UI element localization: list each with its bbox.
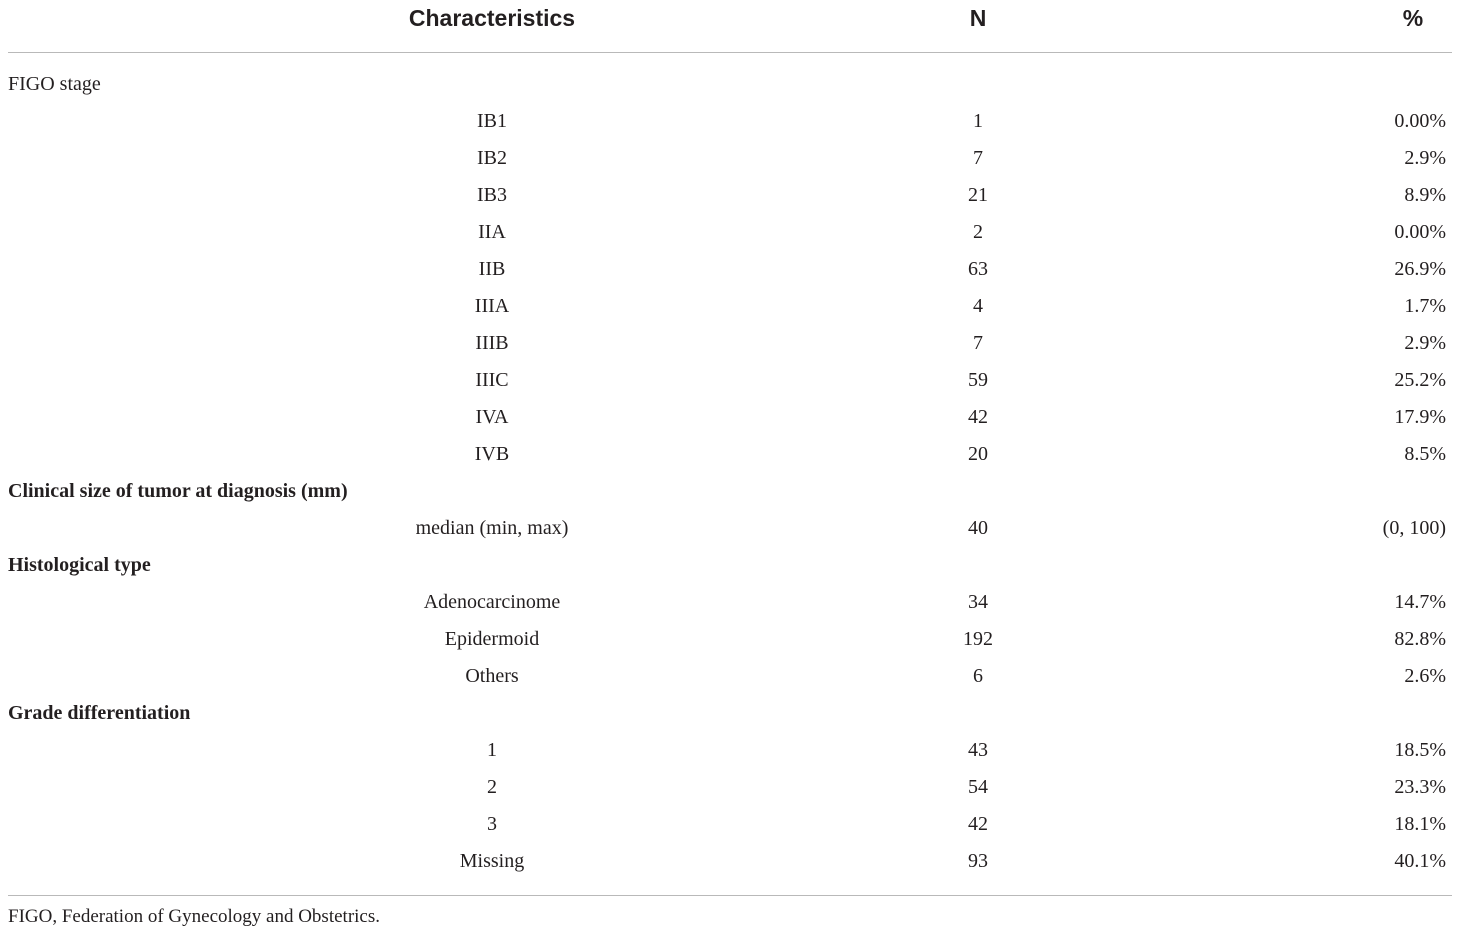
row-n: 7 [973,147,983,169]
table-header [8,0,1452,53]
row-n: 93 [968,850,988,872]
row-label: IIIC [475,369,509,391]
table-body [8,66,1452,880]
table-row [8,769,1452,806]
row-label: IVB [474,443,510,465]
row-n: 21 [968,184,988,206]
row-percent: 2.9% [1404,147,1446,169]
row-label: 1 [487,739,497,761]
row-n: 54 [968,776,988,798]
section-title: Grade differentiation [8,702,191,724]
row-percent: (0, 100) [1382,517,1446,539]
row-label: IIA [478,221,506,243]
row-n: 42 [968,813,988,835]
table-row [8,806,1452,843]
row-n: 7 [973,332,983,354]
row-label: IB2 [477,147,507,169]
row-percent: 8.9% [1404,184,1446,206]
table-row [8,658,1452,695]
row-label: median (min, max) [415,517,569,539]
table-row [8,510,1452,547]
table-row [8,584,1452,621]
table-row [8,251,1452,288]
table-row [8,843,1452,880]
row-percent: 18.5% [1394,739,1446,761]
row-label: Adenocarcinome [423,591,561,613]
header-characteristics: Characteristics [408,5,576,31]
row-percent: 18.1% [1394,813,1446,835]
row-label: IIB [478,258,506,280]
row-percent: 8.5% [1404,443,1446,465]
header-n: N [969,5,987,31]
row-label: IIIB [475,332,509,354]
table-row [8,732,1452,769]
row-n: 63 [968,258,988,280]
row-label: IB1 [477,110,507,132]
row-label: 2 [487,776,497,798]
row-label: Others [465,665,519,687]
table-bottom-rule [8,895,1452,896]
row-n: 192 [963,628,993,650]
row-percent: 2.9% [1404,332,1446,354]
row-percent: 2.6% [1404,665,1446,687]
row-percent: 23.3% [1394,776,1446,798]
row-n: 2 [973,221,983,243]
section-title: Histological type [8,554,151,576]
section-grade-differentiation [8,695,1452,732]
row-percent: 40.1% [1394,850,1446,872]
row-percent: 26.9% [1394,258,1446,280]
row-label: IVA [475,406,509,428]
row-n: 1 [973,110,983,132]
section-title: Clinical size of tumor at diagnosis (mm) [8,480,348,502]
row-n: 43 [968,739,988,761]
table-row [8,436,1452,473]
table-row [8,140,1452,177]
table-row [8,362,1452,399]
row-n: 42 [968,406,988,428]
row-label: IIIA [474,295,510,317]
row-label: 3 [487,813,497,835]
table-row [8,621,1452,658]
row-percent: 25.2% [1394,369,1446,391]
row-percent: 1.7% [1404,295,1446,317]
row-percent: 17.9% [1394,406,1446,428]
table-row [8,103,1452,140]
row-percent: 0.00% [1394,221,1446,243]
row-n: 6 [973,665,983,687]
row-label: Epidermoid [444,628,540,650]
row-n: 40 [968,517,988,539]
table-footnote: FIGO, Federation of Gynecology and Obstetrics. [8,906,381,927]
row-n: 20 [968,443,988,465]
table-row [8,399,1452,436]
header-percent: % [1402,5,1424,31]
table-row [8,288,1452,325]
row-n: 4 [973,295,983,317]
table-row [8,214,1452,251]
row-label: IB3 [477,184,507,206]
section-tumor-size [8,473,1452,510]
row-n: 59 [968,369,988,391]
row-percent: 82.8% [1394,628,1446,650]
row-percent: 0.00% [1394,110,1446,132]
row-n: 34 [968,591,988,613]
table-row [8,325,1452,362]
row-label: Missing [459,850,525,872]
section-title: FIGO stage [8,73,101,95]
section-figo-stage [8,66,1452,103]
row-percent: 14.7% [1394,591,1446,613]
section-histological-type [8,547,1452,584]
table-row [8,177,1452,214]
